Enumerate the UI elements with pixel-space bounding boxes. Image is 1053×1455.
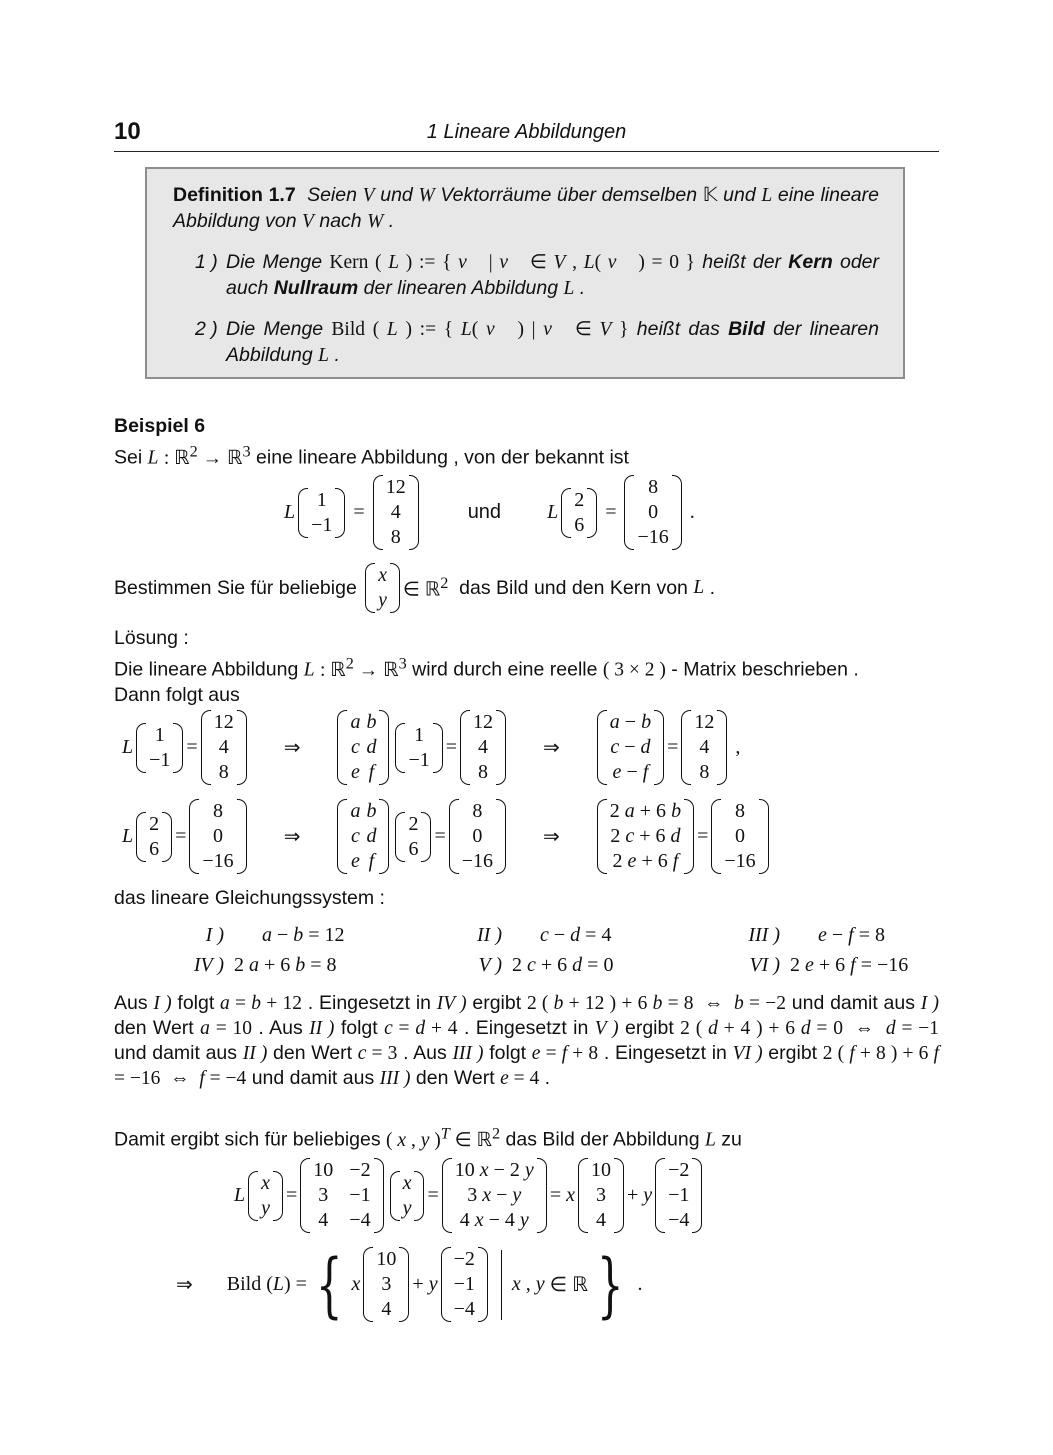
- example-sentence: Sei L : ℝ$^2$ → ℝ$^3$ eine lineare Abbildung , von der bekannt ist: [114, 442, 629, 469]
- equation: a − b = 12: [262, 923, 345, 946]
- image-set-equation: ⇒ Bild ( L ) = { x 10 3 4 + y −2 −1 −4 x , y ∈ ℝ } .: [176, 1243, 643, 1326]
- then-text: Dann folgt aus: [114, 683, 240, 706]
- given-values-equation: L 1 −1 = 12 4 8 und L 2 6 = 8 0 −16 .: [284, 476, 695, 548]
- image-matrix-equation: L x y = 10 −2 3 −1 4 −4 x y = 10 x − 2 y 3 x − y 4 x − 4 y = x 10 3 4 + y −2 −1 −4: [234, 1158, 705, 1233]
- equation: e − f = 8: [818, 923, 886, 946]
- eq-label: IV ): [193, 953, 224, 976]
- task-line: Bestimmen Sie für beliebige x y ∈ ℝ$^2$ das Bild und den Kern von L .: [114, 565, 716, 611]
- derivation-paragraph: Aus I ) folgt a = b + 12 . Eingesetzt in IV ) ergibt 2 ( b + 12 ) + 6 b = 8 ⇔ b = −2 und damit aus I ) den Wert a = 10 . Aus II ) folgt c = d + 4 . Eingesetzt in V ) ergibt 2 ( d + 4 ) + 6 d = 0 ⇔ d = −1 und damit aus II ) den Wert c = 3 . Aus III ) folgt e = f + 8 . Eingesetzt in VI ) ergibt 2 ( f + 8 ) + 6 f = −16 ⇔ f = −4 und damit aus III ) den Wert e = 4 .: [114, 992, 940, 1089]
- equation: 2 a + 6 b = 8: [234, 953, 337, 976]
- example-title: Beispiel 6: [114, 415, 206, 437]
- eq-label: V ): [478, 953, 502, 976]
- solution-text: Die lineare Abbildung L : ℝ$^2$ → ℝ$^3$ wird durch eine reelle ( 3 × 2 ) - Matrix beschrieben .: [114, 654, 859, 681]
- definition-item-kern: 1 ) Die Menge Kern ( L ) := { v⃗ | v⃗ ∈ V , L( v⃗ ) = 0 } heißt der Kern oder auch Nullraum der linearen Abbildung L .: [195, 251, 880, 299]
- definition-item-bild: 2 ) Die Menge Bild ( L ) := { L( v⃗ ) | v⃗ ∈ V } heißt das Bild der linearen Abbildung L .: [195, 318, 879, 366]
- definition-box: [145, 167, 905, 379]
- and-word: und: [467, 501, 502, 523]
- definition-intro: Definition 1.7 Seien V und W Vektorräume über demselben 𝕂 und L eine lineare Abbildung von V nach W .: [173, 184, 879, 232]
- equation-system: [184, 920, 908, 980]
- derivation-row-2: L 2 6 = 8 0 −16 ⇒ a b c d e f 2 6 = 8 0 −16 ⇒ 2 a + 6 b 2 c + 6 d 2 e + 6 f = 8 0 −16: [122, 799, 772, 874]
- solution-block: [114, 626, 939, 708]
- eq-label: I ): [205, 923, 224, 946]
- example-heading: [114, 414, 939, 471]
- eq-label: II ): [477, 923, 502, 946]
- derivation-row-1: L 1 −1 = 12 4 8 ⇒ a b c d e f 1 −1 = 12 4 8 ⇒ a − b c − d e − f = 12 4 8 ,: [122, 711, 741, 783]
- eq-label: VI ): [749, 953, 780, 976]
- solution-label: Lösung :: [114, 627, 189, 649]
- system-label: das lineare Gleichungssystem :: [114, 887, 385, 909]
- equation: 2 c + 6 d = 0: [512, 953, 614, 976]
- definition-title: Definition 1.7: [173, 184, 296, 206]
- equation: c − d = 4: [540, 923, 612, 946]
- eq-label: III ): [748, 923, 780, 946]
- task-before: Bestimmen Sie für beliebige: [114, 576, 357, 599]
- page-number: 10: [114, 118, 141, 145]
- header-rule: [114, 151, 939, 152]
- running-head: 1 Lineare Abbildungen: [426, 121, 627, 143]
- equation: 2 e + 6 f = −16: [790, 953, 909, 976]
- image-intro: Damit ergibt sich für beliebiges ( x , y )$^T$ ∈ ℝ$^2$ das Bild der Abbildung L zu: [114, 1124, 742, 1151]
